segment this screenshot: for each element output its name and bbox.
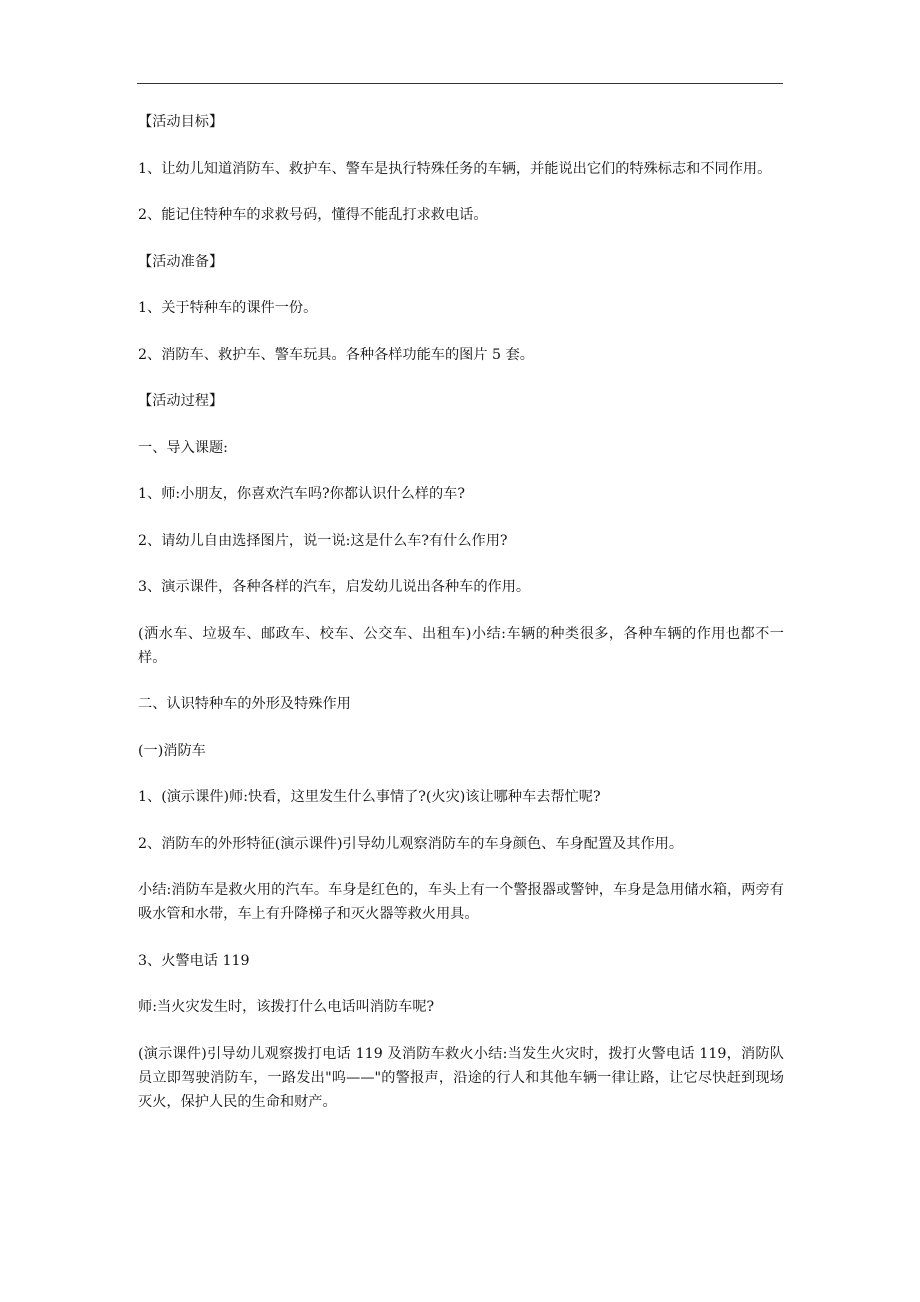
fire-phone-question: 师:当火灾发生时，该拨打什么电话叫消防车呢? <box>138 999 435 1015</box>
section-heading-process: 【活动过程】 <box>138 393 224 409</box>
goal-item-2: 2、能记住特种车的求救号码，懂得不能乱打求救电话。 <box>138 207 488 223</box>
fire-phone-summary: (演示课件)引导幼儿观察拨打电话 119 及消防车救火小结:当发生火灾时，拨打火警电话 119，消防队员立即驾驶消防车，一路发出"呜——"的警报声，沿途的行人和其他车辆一律让路，让它尽快赶到现场灭火，保护人民的生命和财产。 <box>138 1045 784 1110</box>
preparation-item-2: 2、消防车、救护车、警车玩具。各种各样功能车的图片 5 套。 <box>138 346 534 363</box>
fire-truck-subheading: (一)消防车 <box>138 742 206 759</box>
process-step-3: 3、演示课件，各种各样的汽车，启发幼儿说出各种车的作用。 <box>138 579 531 595</box>
fire-truck-summary: 小结:消防车是救火用的汽车。车身是红色的，车头上有一个警报器或警钟，车身是急用储水箱，两旁有吸水管和水带，车上有升降梯子和灭火器等救火用具。 <box>138 882 784 922</box>
document-body <box>138 110 784 1136</box>
section-heading-goals: 【活动目标】 <box>138 114 224 130</box>
fire-phone-heading: 3、火警电话 119 <box>138 952 250 969</box>
process-step-2: 2、请幼儿自由选择图片，说一说:这是什么车?有什么作用? <box>138 532 508 549</box>
fire-truck-step-1: 1、(演示课件)师:快看，这里发生什么事情了?(火灾)该让哪种车去帮忙呢? <box>138 789 601 805</box>
process-part-2-heading: 二、认识特种车的外形及特殊作用 <box>138 696 351 712</box>
header-rule <box>137 83 783 84</box>
process-part-1-heading: 一、导入课题: <box>138 439 228 456</box>
goal-item-1: 1、让幼儿知道消防车、救护车、警车是执行特殊任务的车辆，并能说出它们的特殊标志和不同作用。 <box>138 160 772 177</box>
fire-truck-step-2: 2、消防车的外形特征(演示课件)引导幼儿观察消防车的车身颜色、车身配置及其作用。 <box>138 835 684 852</box>
preparation-item-1: 1、关于特种车的课件一份。 <box>138 300 318 316</box>
section-heading-preparation: 【活动准备】 <box>138 253 224 270</box>
process-step-1: 1、师:小朋友，你喜欢汽车吗?你都认识什么样的车? <box>138 486 465 502</box>
process-summary-vehicles: (洒水车、垃圾车、邮政车、校车、公交车、出租车)小结:车辆的种类很多，各种车辆的作用也都不一样。 <box>138 625 784 666</box>
